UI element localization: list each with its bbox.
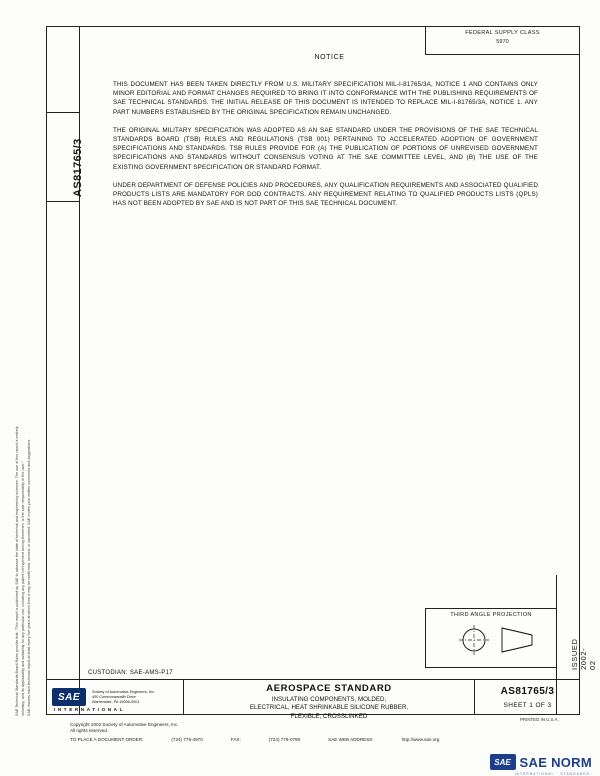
fax-number: (724) 776-0790 [268,736,301,742]
sae-address-line-2: 400 Commonwealth Drive [92,695,136,699]
watermark-subtext: INTERNATIONAL · STANDARDS [514,772,590,776]
sae-international-label: INTERNATIONAL [54,707,125,712]
copyright-line: Copyright 2002 Society of Automotive Engineers, Inc. [70,722,179,727]
third-angle-projection-box [425,608,556,668]
rights-line: All rights reserved. [70,728,109,734]
sae-norm-watermark [490,754,592,770]
legal-line-1: SAE Technical Standards Board Rules provide that: "This report is published by SAE to advance the state of technical and engineering sciences. The use of this report is entirely [15,426,19,716]
custodian-line: CUSTODIAN: SAE-AMS-P17 [88,670,173,676]
watermark-badge: SAE [490,754,516,770]
title-block-title-cell [184,680,475,720]
sae-logo-badge: SAE [52,688,86,706]
notice-body [113,80,538,217]
printed-in-usa: PRINTED IN U.S.A. [520,717,559,722]
standard-type-title: AEROSPACE STANDARD [266,683,392,694]
fsc-label: FEDERAL SUPPLY CLASS [465,30,540,36]
notice-paragraph-1: THIS DOCUMENT HAS BEEN TAKEN DIRECTLY FROM U.S. MILITARY SPECIFICATION MIL-I-81765/3A, NOTICE 1 AND CONTAINS ONLY MINOR EDITORIAL AND FORMAT CHANGES REQUIRED TO BRING IT INTO CONFORMANCE WITH THE PUBLISHING REQUIREMENTS OF SAE TECHNICAL STANDARDS. THE INITIAL RELEASE OF THIS DOCUMENT IS INTENDED TO REPLACE MIL-I-81765/3A, NOTICE 1. ANY PART NUMBERS ESTABLISHED BY THE ORIGINAL SPECIFICATION REMAIN UNCHANGED. [113,81,538,116]
order-phone: (724) 776-4970 [171,736,203,742]
fax-label: FAX: [230,736,241,742]
federal-supply-class-box [425,27,579,55]
standard-description [184,696,474,721]
web-url-link[interactable]: http://www.sae.org [401,736,440,742]
notice-paragraph-3: UNDER DEPARTMENT OF DEFENSE POLICIES AND PROCEDURES, ANY QUALIFICATION REQUIREMENTS AND ASSOCIATED QUALIFIED PRODUCTS LISTS ARE MANDATORY FOR DOD CONTRACTS. ANY REQUIREMENT RELATING TO QUALIFIED PRODUCTS LISTS (QPLS) HAS NOT BEEN ADOPTED BY SAE AND IS NOT PART OF THIS SAE TECHNICAL DOCUMENT. [113,181,538,208]
fsc-value: 5970 [496,39,509,45]
description-line-3: FLEXIBLE, CROSSLINKED [290,712,368,720]
legal-line-3: SAE reviews each technical report at least every five years at which time it may be reaffirmed, revised, or cancelled. SAE invites your written comments and suggestions. [27,438,32,716]
projection-symbol-icon [426,622,556,662]
issued-date-label: ISSUED 2002-02 [570,638,597,670]
web-label: SAE WEB ADDRESS: [328,736,374,742]
standard-number: AS81765/3 [500,686,555,697]
legal-line-2: voluntary, and its applicability and suitability for any particular use, including any patent infringement arising therefrom, is the sole responsibility of the user." [21,461,26,716]
title-block-number-cell [475,680,580,715]
sae-address-line-1: Society of Automotive Engineers, Inc. [92,690,155,694]
sae-logo-address [92,690,155,705]
order-label: TO PLACE A DOCUMENT ORDER: [70,736,144,742]
watermark-text: SAE NORM [519,754,592,770]
footer-contact-row [70,737,530,743]
page-footer [70,722,530,743]
sheet-number: SHEET 1 OF 3 [503,702,552,709]
sae-address-line-3: Warrendale, PA 15096-0001 [92,700,140,704]
document-code-vertical: AS81765/3 [72,138,84,197]
notice-heading: NOTICE [314,54,345,61]
title-block-logo-cell [46,680,184,715]
notice-paragraph-2: THE ORIGINAL MILITARY SPECIFICATION WAS ADOPTED AS AN SAE STANDARD UNDER THE PROVISIONS OF THE SAE TECHNICAL STANDARDS BOARD (TSB) RULES AND REGULATIONS (TSB 001) PERTAINING TO ACCELERATED ADOPTION OF GOVERNMENT SPECIFICATIONS AND STANDARDS. TSB RULES PROVIDE FOR (A) THE PUBLICATION OF PORTIONS OF UNREVISED GOVERNMENT SPECIFICATIONS AND STANDARDS WITHOUT CONSENSUS VOTING AT THE SAE COMMITTEE LEVEL, AND (B) THE USE OF THE EXISTING GOVERNMENT SPECIFICATION OR STANDARD FORMAT. [113,126,538,171]
description-line-1: INSULATING COMPONENTS, MOLDED, [271,696,387,703]
projection-label: THIRD ANGLE PROJECTION [450,612,532,618]
description-line-2: ELECTRICAL, HEAT SHRINKABLE SILICONE RUBBER, [249,704,409,712]
legal-notice-vertical [14,16,33,716]
